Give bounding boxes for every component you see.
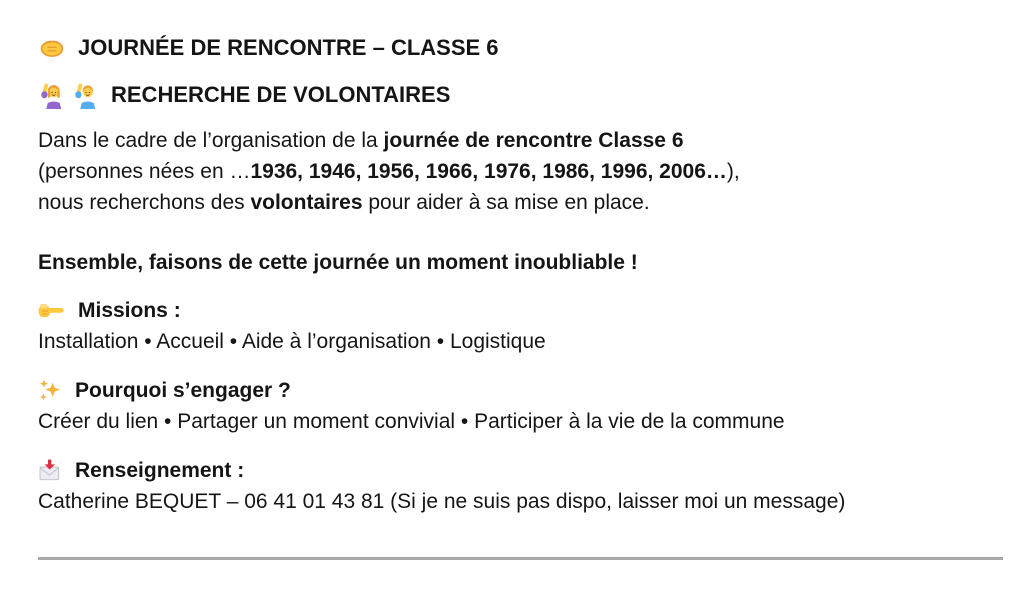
man-raising-hand-icon	[72, 82, 99, 109]
incoming-envelope-icon	[38, 459, 62, 483]
contact-body: Catherine BEQUET – 06 41 01 43 81 (Si je ne suis pas dispo, laisser moi un message)	[38, 490, 846, 513]
why-heading	[38, 375, 1006, 406]
intro-line1-normal: Dans le cadre de l’organisation de la	[38, 129, 384, 152]
intro-line1-bold: journée de rencontre Classe 6	[383, 129, 684, 152]
intro-line3-bold: volontaires	[250, 191, 363, 214]
document-subtitle	[38, 80, 1006, 110]
woman-raising-hand-icon	[38, 82, 65, 109]
handshake-icon	[38, 37, 66, 59]
divider-line	[38, 557, 1003, 560]
intro-line2-bold: 1936, 1946, 1956, 1966, 1976, 1986, 1996, 2006…	[250, 160, 727, 183]
subtitle-icons	[38, 82, 99, 109]
document-subtitle-text: RECHERCHE DE VOLONTAIRES	[111, 82, 451, 107]
why-heading-text: Pourquoi s’engager ?	[75, 379, 291, 402]
sparkles-icon	[38, 379, 62, 403]
intro-line3-post: pour aider à sa mise en place.	[362, 191, 650, 214]
document-title-text: JOURNÉE DE RENCONTRE – CLASSE 6	[78, 35, 499, 60]
intro-paragraph	[38, 125, 1006, 218]
why-items: Créer du lien • Partager un moment convivial • Participer à la vie de la commune	[38, 410, 785, 433]
contact-heading-text: Renseignement :	[75, 459, 245, 482]
contact-heading	[38, 455, 1006, 486]
missions-heading-text: Missions :	[78, 299, 181, 322]
intro-line2-pre: (personnes nées en …	[38, 160, 251, 183]
missions-heading	[38, 295, 1006, 326]
pointing-right-icon	[38, 301, 65, 321]
intro-line3-pre: nous recherchons des	[38, 191, 251, 214]
missions-items: Installation • Accueil • Aide à l’organisation • Logistique	[38, 330, 546, 353]
intro-line2-post: ),	[726, 160, 740, 183]
document-title	[38, 33, 1006, 63]
slogan-line: Ensemble, faisons de cette journée un moment inoubliable !	[38, 251, 638, 274]
